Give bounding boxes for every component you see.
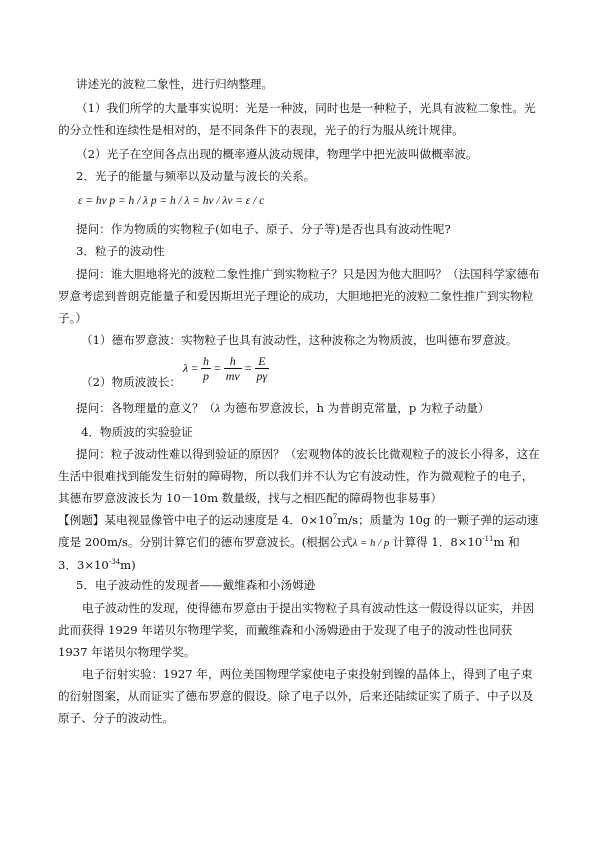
section-heading-discoverers: 5．电子波动性的发现者——戴维森和小汤姆逊	[76, 578, 316, 592]
paragraph-duality-point-2: （2）光子在空间各点出现的概率遵从波动规律，物理学中把光波叫做概率波。	[76, 147, 478, 161]
fraction-numerator: h	[229, 353, 236, 368]
quantity-meaning-tail: 为德布罗意波长，h 为普朗克常量，p 为粒子动量）	[220, 401, 490, 415]
paragraph-question-de-broglie: 提问：谁大胆地将光的波粒二象性推广到实物粒子？只是因为他大胆吗？（法国科学家德布罗意考虑到普朗克能量子和爱因斯坦光子理论的成功，大胆地把光的波粒二象性推广到实物粒子。）	[58, 267, 540, 325]
paragraph-matter-wave-length: （2）物质波波长：	[81, 375, 182, 389]
section-heading-verification: 4．物质波的实验验证	[81, 425, 193, 439]
equation-lambda-symbol: λ	[183, 361, 189, 375]
paragraph-example-problem	[58, 509, 540, 576]
example-exponent-7: 7	[332, 513, 338, 521]
equation-equals-sign: =	[244, 361, 252, 375]
equation-equals-sign: =	[191, 361, 198, 375]
fraction-denominator: p	[202, 368, 209, 383]
equation-photon-relations-text: ε = hν p = h / λ p = h / λ = hν / λν = ε / c	[78, 195, 265, 207]
example-formula: λ = h / p	[352, 537, 390, 549]
example-text-part-3: 计算得 1．8×10	[389, 535, 483, 549]
example-text-part-1: 【例题】某电视显像管中电子的运动速度是 4．0×10	[58, 513, 333, 527]
quantity-meaning-lead: 提问：各物理量的意义？（	[76, 401, 216, 415]
equation-equals-sign: =	[213, 361, 221, 375]
paragraph-duality-point-1: （1）我们所学的大量事实说明：光是一种波，同时也是一种粒子，光具有波粒二象性。光的分立性和连续性是相对的，是不同条件下的表现，光子的行为服从统计规律。	[58, 101, 536, 137]
section-heading-particle-wave: 3．粒子的波动性	[76, 244, 165, 258]
paragraph-electron-diffraction: 电子衍射实验：1927 年，两位美国物理学家使电子束投射到镍的晶体上，得到了电子束的衍射图案，从而证实了德布罗意的假设。除了电子以外，后来还陆续证实了质子、中子以及原子、分子的波动性。	[58, 667, 534, 725]
paragraph-de-broglie-wave: （1）德布罗意波：实物粒子也具有波动性，这种波称之为物质波，也叫德布罗意波。	[81, 333, 518, 347]
example-exponent-minus-11: -11	[482, 535, 494, 543]
paragraph-question-matter-wave: 提问：作为物质的实物粒子(如电子、原子、分子等)是否也具有波动性呢?	[76, 222, 451, 236]
example-text-part-4: m 和 3．3×10	[58, 535, 520, 572]
fraction-denominator: pγ	[256, 368, 268, 383]
equation-photon-relations	[78, 189, 560, 212]
fraction-numerator: h	[202, 353, 209, 368]
paragraph-verification-difficulty: 提问：粒子波动性难以得到验证的原因？（宏观物体的波长比微观粒子的波长小得多，这在生活中很难找到能发生衍射的障碍物，所以我们并不认为它有波动性，作为微观粒子的电子，其德布罗意波波长为 10－10m 数量级，找与之相匹配的障碍物也非易事）	[58, 447, 540, 505]
example-text-part-5: m)	[120, 558, 136, 572]
example-exponent-minus-34: -34	[108, 558, 121, 566]
fraction-numerator: E	[258, 353, 266, 368]
paragraph-nobel-prize: 电子波动性的发现，使得德布罗意由于提出实物粒子具有波动性这一假设得以证实，并因此而获得 1929 年诺贝尔物理学奖，而戴维森和小汤姆逊由于发现了电子的波动性也同获 1937 年诺贝尔物理学奖。	[58, 601, 535, 659]
fraction-denominator: mv	[225, 368, 240, 383]
paragraph-quantity-meaning	[58, 397, 540, 420]
paragraph-intro: 讲述光的波粒二象性，进行归纳整理。	[76, 77, 274, 91]
example-text-part-2: m/s；质量为 10g 的一颗子弹的运动速度是 200m/s。分别计算它们的德布罗意波长。(根据公式	[58, 513, 539, 549]
section-heading-photon-energy: 2．光子的能量与频率以及动量与波长的关系。	[76, 169, 316, 183]
lambda-symbol: λ	[215, 403, 221, 415]
